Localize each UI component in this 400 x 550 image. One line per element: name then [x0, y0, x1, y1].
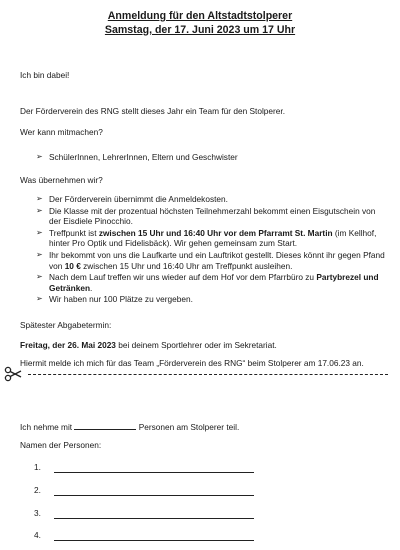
form-subtitle-date: Samstag, der 17. Juni 2023 um 17 Uhr — [104, 24, 296, 36]
list-item: ➢ Wir haben nur 100 Plätze zu vergeben. — [36, 294, 193, 305]
name-row-1: 1. — [34, 462, 41, 472]
form-title: Anmeldung für den Altstadtstolperer — [107, 10, 293, 22]
what-list — [36, 194, 388, 306]
arrow-bullet-icon: ➢ — [36, 272, 43, 282]
list-item: ➢ Der Förderverein übernimmt die Anmeldekosten. — [36, 194, 228, 204]
arrow-bullet-icon: ➢ — [36, 152, 43, 161]
arrow-bullet-icon: ➢ — [36, 227, 43, 237]
arrow-bullet-icon: ➢ — [36, 294, 43, 304]
list-item: ➢ SchülerInnen, LehrerInnen, Eltern und Geschwister — [36, 152, 238, 162]
cut-line — [28, 374, 388, 375]
intro-text: Ich bin dabei! — [20, 70, 70, 80]
deadline-text: Freitag, der 26. Mai 2023 bei deinem Sportlehrer oder im Sekretariat. — [20, 340, 277, 350]
list-item: ➢ Ihr bekommt von uns die Laufkarte und ein Lauftrikot gestellt. Dieses könnt ihr gegen Pfand von 10 € zwischen 15 Uhr und 16:40 Uhr am Treffpunkt ausleihen. — [36, 250, 385, 271]
deadline-date: Freitag, der 26. Mai 2023 — [20, 340, 116, 350]
persons-line: Ich nehme mit Personen am Stolperer teil. — [20, 422, 240, 432]
what-question: Was übernehmen wir? — [20, 175, 103, 185]
name-row-3: 3. — [34, 508, 41, 518]
arrow-bullet-icon: ➢ — [36, 250, 43, 260]
arrow-bullet-icon: ➢ — [36, 194, 43, 203]
list-item: ➢ Nach dem Lauf treffen wir uns wieder auf dem Hof vor dem Pfarrbüro zu Partybrezel und Getränken. — [36, 272, 379, 293]
persons-count-field[interactable] — [74, 420, 136, 430]
who-list — [36, 152, 388, 164]
scissors-icon — [4, 366, 22, 382]
name-input-2[interactable] — [54, 495, 254, 496]
signup-statement: Hiermit melde ich mich für das Team „Förderverein des RNG“ beim Stolperer am 17.06.23 an. — [20, 358, 364, 368]
list-item: ➢ Die Klasse mit der prozentual höchsten Teilnehmerzahl bekommt einen Eisgutschein von der Eisdiele Pinocchio. — [36, 205, 376, 227]
name-input-3[interactable] — [54, 518, 254, 519]
name-input-1[interactable] — [54, 472, 254, 473]
deadline-label: Spätester Abgabetermin: — [20, 320, 112, 330]
name-row-2: 2. — [34, 485, 41, 495]
name-input-4[interactable] — [54, 540, 254, 541]
list-item: ➢ Treffpunkt ist zwischen 15 Uhr und 16:40 Uhr vor dem Pfarramt St. Martin (im Kellhof, hinter Pro Optik und Fidelisbäck). Wir gehen gemeinsam zum Start. — [36, 227, 377, 249]
paragraph-team: Der Förderverein des RNG stellt dieses Jahr ein Team für den Stolperer. — [20, 106, 286, 116]
names-label: Namen der Personen: — [20, 440, 102, 450]
who-question: Wer kann mitmachen? — [20, 127, 103, 137]
arrow-bullet-icon: ➢ — [36, 205, 43, 215]
name-row-4: 4. — [34, 530, 41, 540]
